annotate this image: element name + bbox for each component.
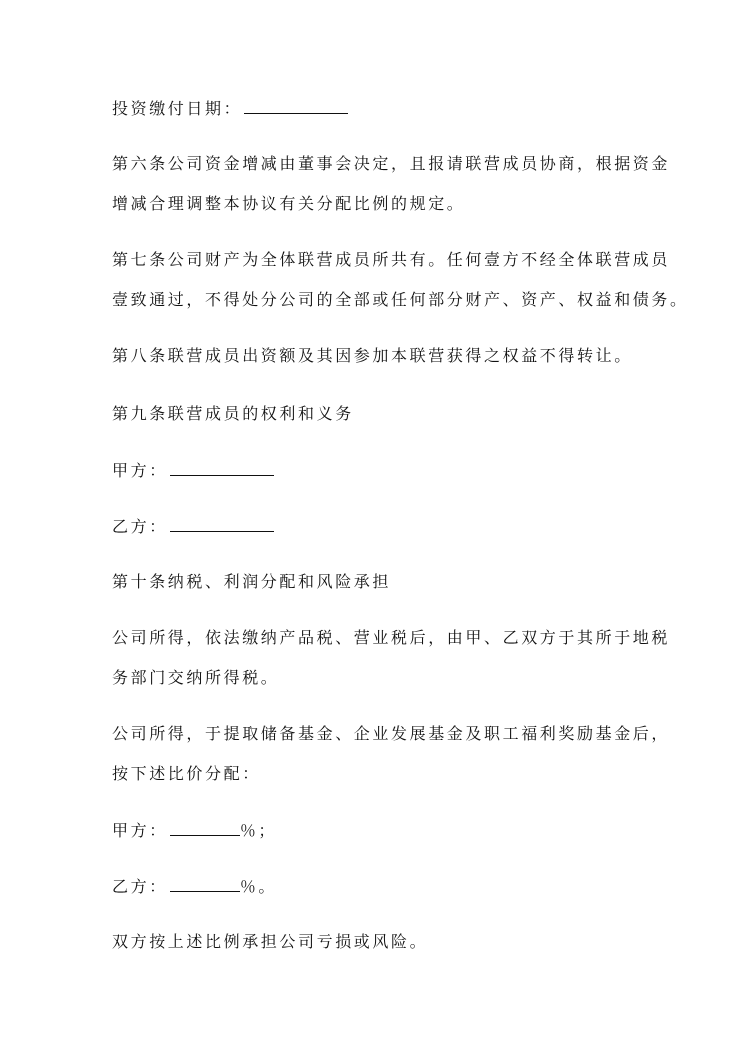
article-7-line-1: 第七条公司财产为全体联营成员所共有。任何壹方不经全体联营成员 [112, 250, 671, 269]
share-a-suffix: ％； [239, 821, 278, 840]
article-6-line-1: 第六条公司资金增减由董事会决定，且报请联营成员协商，根据资金 [112, 154, 671, 173]
profit-line-1: 公司所得，于提取储备基金、企业发展基金及职工福利奖励基金后， [112, 724, 671, 743]
article-8: 第八条联营成员出资额及其因参加本联营获得之权益不得转让。 [112, 346, 633, 365]
party-b-line [112, 516, 274, 537]
payment-date-blank [244, 98, 348, 114]
article-6-line-2: 增减合理调整本协议有关分配比例的规定。 [112, 194, 466, 213]
payment-date-line [112, 98, 348, 119]
risk-line: 双方按上述比例承担公司亏损或风险。 [112, 932, 429, 951]
party-b-blank [170, 516, 274, 532]
tax-line-2: 务部门交纳所得税。 [112, 668, 280, 687]
share-a-label: 甲方： [112, 821, 168, 840]
profit-line-2: 按下述比价分配： [112, 764, 261, 783]
party-a-line [112, 460, 274, 481]
share-a-line [112, 820, 277, 841]
share-b-suffix: ％。 [239, 877, 278, 896]
share-b-blank [170, 876, 240, 892]
article-10: 第十条纳税、利润分配和风险承担 [112, 572, 392, 591]
share-a-blank [170, 820, 240, 836]
party-b-label: 乙方： [112, 517, 168, 536]
payment-date-label: 投资缴付日期： [112, 99, 243, 118]
share-b-line [112, 876, 277, 897]
party-a-blank [170, 460, 274, 476]
article-9: 第九条联营成员的权利和义务 [112, 404, 354, 423]
share-b-label: 乙方： [112, 877, 168, 896]
party-a-label: 甲方： [112, 461, 168, 480]
tax-line-1: 公司所得，依法缴纳产品税、营业税后，由甲、乙双方于其所于地税 [112, 628, 671, 647]
article-7-line-2: 壹致通过，不得处分公司的全部或任何部分财产、资产、权益和债务。 [112, 290, 689, 309]
